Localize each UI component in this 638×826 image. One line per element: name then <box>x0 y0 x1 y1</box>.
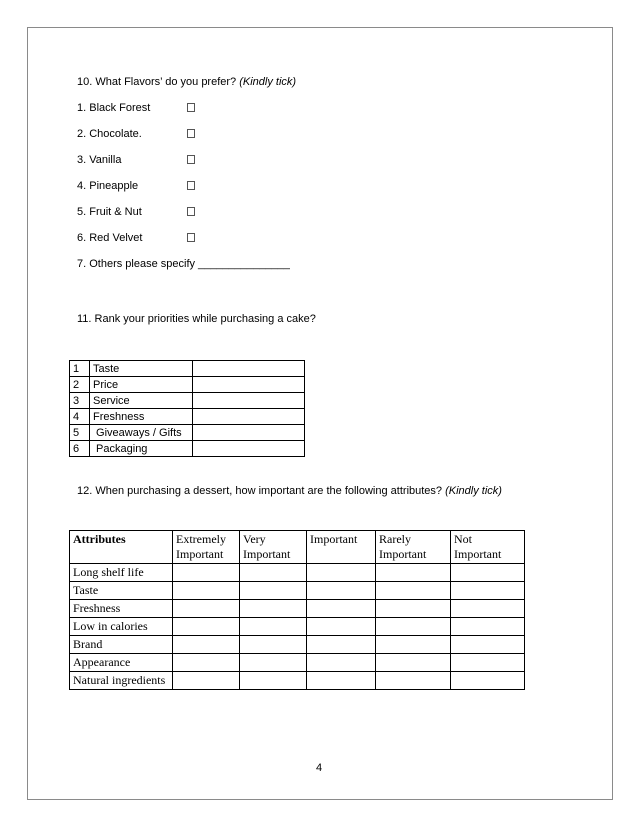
q10-question <box>77 75 296 89</box>
rating-cell[interactable] <box>173 636 240 654</box>
rating-cell[interactable] <box>376 636 451 654</box>
table-row <box>70 377 305 393</box>
table-row <box>70 600 525 618</box>
rating-cell[interactable] <box>240 582 307 600</box>
rating-cell[interactable] <box>451 618 525 636</box>
table-row <box>70 425 305 441</box>
q12-instruction: (Kindly tick) <box>445 485 502 497</box>
header-extremely-important: Extremely Important <box>173 531 240 564</box>
rating-cell[interactable] <box>451 672 525 690</box>
rating-cell[interactable] <box>451 654 525 672</box>
rating-cell[interactable] <box>240 600 307 618</box>
rating-cell[interactable] <box>240 636 307 654</box>
header-very-important: Very Important <box>240 531 307 564</box>
rank-table <box>69 360 305 457</box>
rating-cell[interactable] <box>307 636 376 654</box>
rating-cell[interactable] <box>173 618 240 636</box>
q10-option-2: 2. Chocolate. <box>77 128 142 140</box>
rating-cell[interactable] <box>307 654 376 672</box>
rating-cell[interactable] <box>451 636 525 654</box>
rank-label: Taste <box>90 361 193 377</box>
table-row <box>70 361 305 377</box>
rating-cell[interactable] <box>376 672 451 690</box>
attribute-label: Natural ingredients <box>70 672 173 690</box>
rating-cell[interactable] <box>173 564 240 582</box>
checkbox-pineapple[interactable] <box>187 181 195 190</box>
q10-option-3: 3. Vanilla <box>77 154 122 166</box>
table-row <box>70 582 525 600</box>
rating-cell[interactable] <box>307 564 376 582</box>
attribute-label: Freshness <box>70 600 173 618</box>
attribute-label: Taste <box>70 582 173 600</box>
checkbox-fruit-nut[interactable] <box>187 207 195 216</box>
rating-cell[interactable] <box>307 618 376 636</box>
rating-cell[interactable] <box>376 600 451 618</box>
table-row <box>70 564 525 582</box>
rank-label: Service <box>90 393 193 409</box>
table-row <box>70 441 305 457</box>
rank-label: Price <box>90 377 193 393</box>
rating-cell[interactable] <box>307 672 376 690</box>
rating-cell[interactable] <box>240 654 307 672</box>
q10-option-5: 5. Fruit & Nut <box>77 206 142 218</box>
rank-input-cell[interactable] <box>193 425 305 441</box>
rating-cell[interactable] <box>307 582 376 600</box>
header-attributes: Attributes <box>70 531 173 564</box>
rating-cell[interactable] <box>307 600 376 618</box>
q11-question: 11. Rank your priorities while purchasing a cake? <box>77 313 316 325</box>
checkbox-chocolate[interactable] <box>187 129 195 138</box>
rating-cell[interactable] <box>376 654 451 672</box>
rating-cell[interactable] <box>240 672 307 690</box>
rank-input-cell[interactable] <box>193 361 305 377</box>
q10-option-6: 6. Red Velvet <box>77 232 143 244</box>
rank-number: 1 <box>70 361 90 377</box>
rank-number: 5 <box>70 425 90 441</box>
rating-cell[interactable] <box>173 600 240 618</box>
q10-option-4: 4. Pineapple <box>77 180 139 192</box>
rank-input-cell[interactable] <box>193 377 305 393</box>
rating-cell[interactable] <box>240 618 307 636</box>
q10-instruction: (Kindly tick) <box>239 76 297 88</box>
attributes-table <box>69 530 525 690</box>
table-header-row <box>70 531 525 564</box>
page-number: 4 <box>315 762 323 774</box>
table-row <box>70 618 525 636</box>
rank-number: 3 <box>70 393 90 409</box>
attribute-label: Appearance <box>70 654 173 672</box>
table-row <box>70 393 305 409</box>
rating-cell[interactable] <box>451 600 525 618</box>
rating-cell[interactable] <box>173 654 240 672</box>
attribute-label: Low in calories <box>70 618 173 636</box>
rank-label: Freshness <box>90 409 193 425</box>
rank-number: 4 <box>70 409 90 425</box>
checkbox-vanilla[interactable] <box>187 155 195 164</box>
header-rarely-important: Rarely Important <box>376 531 451 564</box>
rating-cell[interactable] <box>376 618 451 636</box>
q10-other-specify[interactable]: 7. Others please specify _______________ <box>77 258 290 270</box>
rating-cell[interactable] <box>451 564 525 582</box>
table-row <box>70 654 525 672</box>
header-important: Important <box>307 531 376 564</box>
q10-option-1: 1. Black Forest <box>77 102 151 114</box>
table-row <box>70 636 525 654</box>
rank-input-cell[interactable] <box>193 441 305 457</box>
rank-label: Giveaways / Gifts <box>90 425 193 441</box>
rating-cell[interactable] <box>376 582 451 600</box>
rating-cell[interactable] <box>451 582 525 600</box>
rating-cell[interactable] <box>240 564 307 582</box>
q10-question-text: 10. What Flavors’ do you prefer? <box>77 76 240 88</box>
attribute-label: Brand <box>70 636 173 654</box>
rank-label: Packaging <box>90 441 193 457</box>
checkbox-black-forest[interactable] <box>187 103 195 112</box>
rank-number: 6 <box>70 441 90 457</box>
rank-input-cell[interactable] <box>193 409 305 425</box>
rank-input-cell[interactable] <box>193 393 305 409</box>
table-row <box>70 409 305 425</box>
q12-question <box>77 484 502 498</box>
rank-number: 2 <box>70 377 90 393</box>
header-not-important: Not Important <box>451 531 525 564</box>
rating-cell[interactable] <box>376 564 451 582</box>
q12-question-text: 12. When purchasing a dessert, how important are the following attributes? <box>77 485 446 497</box>
rating-cell[interactable] <box>173 672 240 690</box>
checkbox-red-velvet[interactable] <box>187 233 195 242</box>
attribute-label: Long shelf life <box>70 564 173 582</box>
rating-cell[interactable] <box>173 582 240 600</box>
table-row <box>70 672 525 690</box>
